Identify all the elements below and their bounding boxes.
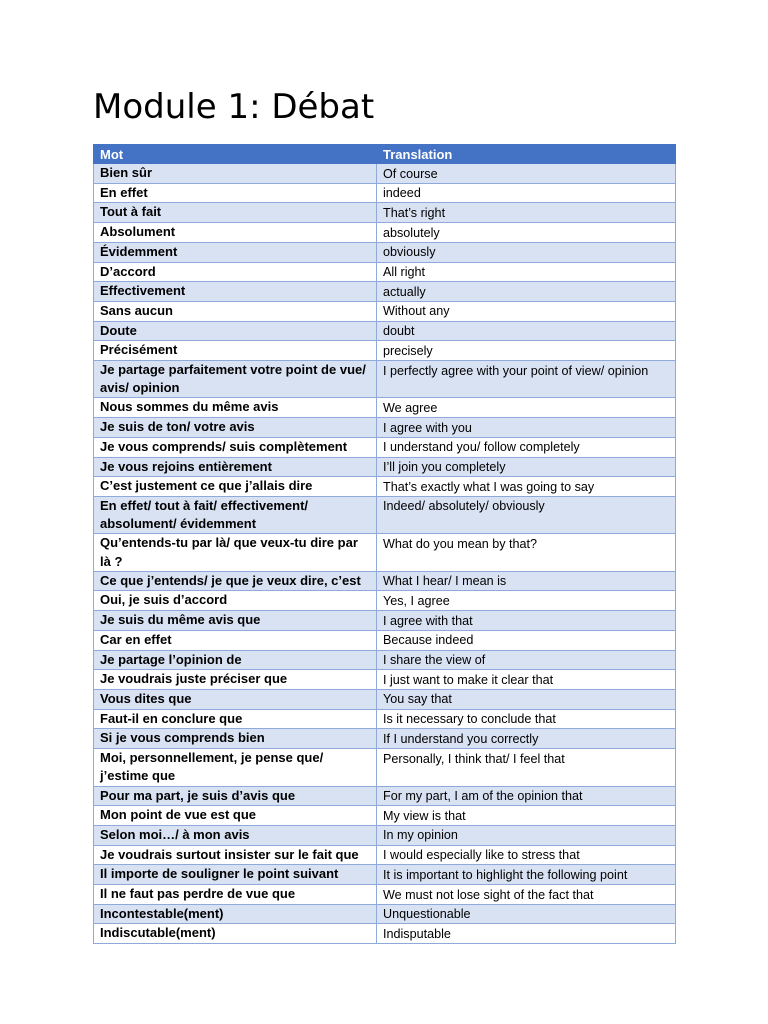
- translation-cell: It is important to highlight the following point: [377, 865, 676, 885]
- table-row: [94, 282, 676, 302]
- french-word-cell: Doute: [94, 321, 377, 341]
- french-word-cell: Je vous rejoins entièrement: [94, 457, 377, 477]
- translation-cell: If I understand you correctly: [377, 729, 676, 749]
- translation-cell: That’s right: [377, 203, 676, 223]
- table-row: [94, 203, 676, 223]
- french-word-cell: Je voudrais juste préciser que: [94, 670, 377, 690]
- table-row: [94, 183, 676, 203]
- french-word-cell: En effet: [94, 183, 377, 203]
- table-row: [94, 164, 676, 184]
- table-row: [94, 806, 676, 826]
- translation-cell: obviously: [377, 242, 676, 262]
- table-row: [94, 749, 676, 786]
- translation-cell: We must not lose sight of the fact that: [377, 885, 676, 905]
- table-row: [94, 689, 676, 709]
- french-word-cell: Je partage l’opinion de: [94, 650, 377, 670]
- table-row: [94, 262, 676, 282]
- table-row: [94, 729, 676, 749]
- table-row: [94, 457, 676, 477]
- translation-cell: My view is that: [377, 806, 676, 826]
- french-word-cell: En effet/ tout à fait/ effectivement/ absolument/ évidemment: [94, 496, 377, 533]
- french-word-cell: Précisément: [94, 341, 377, 361]
- table-row: [94, 534, 676, 571]
- translation-cell: In my opinion: [377, 825, 676, 845]
- french-word-cell: C’est justement ce que j’allais dire: [94, 477, 377, 497]
- translation-cell: I just want to make it clear that: [377, 670, 676, 690]
- french-word-cell: Je vous comprends/ suis complètement: [94, 437, 377, 457]
- french-word-cell: Il importe de souligner le point suivant: [94, 865, 377, 885]
- translation-cell: I share the view of: [377, 650, 676, 670]
- french-word-cell: Évidemment: [94, 242, 377, 262]
- translation-cell: precisely: [377, 341, 676, 361]
- table-row: [94, 904, 676, 924]
- french-word-cell: Effectivement: [94, 282, 377, 302]
- table-row: [94, 242, 676, 262]
- table-row: [94, 321, 676, 341]
- column-header-mot: Mot: [94, 145, 377, 164]
- table-row: [94, 361, 676, 398]
- table-row: [94, 496, 676, 533]
- table-row: [94, 591, 676, 611]
- translation-cell: Is it necessary to conclude that: [377, 709, 676, 729]
- french-word-cell: Il ne faut pas perdre de vue que: [94, 885, 377, 905]
- translation-cell: I agree with you: [377, 418, 676, 438]
- french-word-cell: Mon point de vue est que: [94, 806, 377, 826]
- table-row: [94, 845, 676, 865]
- table-row: [94, 670, 676, 690]
- translation-cell: Indisputable: [377, 924, 676, 944]
- french-word-cell: Faut-il en conclure que: [94, 709, 377, 729]
- table-row: [94, 418, 676, 438]
- french-word-cell: Je suis de ton/ votre avis: [94, 418, 377, 438]
- translation-cell: Personally, I think that/ I feel that: [377, 749, 676, 786]
- translation-cell: I perfectly agree with your point of view/ opinion: [377, 361, 676, 398]
- table-row: [94, 650, 676, 670]
- vocabulary-table: [93, 144, 676, 944]
- table-row: [94, 611, 676, 631]
- table-row: [94, 786, 676, 806]
- translation-cell: Unquestionable: [377, 904, 676, 924]
- french-word-cell: Qu’entends-tu par là/ que veux-tu dire par là ?: [94, 534, 377, 571]
- translation-cell: What do you mean by that?: [377, 534, 676, 571]
- translation-cell: Of course: [377, 164, 676, 184]
- translation-cell: We agree: [377, 398, 676, 418]
- table-row: [94, 630, 676, 650]
- translation-cell: All right: [377, 262, 676, 282]
- french-word-cell: Ce que j’entends/ je que je veux dire, c’est: [94, 571, 377, 591]
- translation-cell: Because indeed: [377, 630, 676, 650]
- french-word-cell: Je voudrais surtout insister sur le fait que: [94, 845, 377, 865]
- french-word-cell: Je partage parfaitement votre point de vue/ avis/ opinion: [94, 361, 377, 398]
- table-row: [94, 885, 676, 905]
- french-word-cell: Pour ma part, je suis d’avis que: [94, 786, 377, 806]
- french-word-cell: Nous sommes du même avis: [94, 398, 377, 418]
- translation-cell: Yes, I agree: [377, 591, 676, 611]
- translation-cell: I would especially like to stress that: [377, 845, 676, 865]
- table-row: [94, 571, 676, 591]
- table-row: [94, 398, 676, 418]
- french-word-cell: Sans aucun: [94, 301, 377, 321]
- table-row: [94, 709, 676, 729]
- page-title: Module 1: Débat: [93, 87, 375, 127]
- translation-cell: What I hear/ I mean is: [377, 571, 676, 591]
- translation-cell: For my part, I am of the opinion that: [377, 786, 676, 806]
- french-word-cell: Si je vous comprends bien: [94, 729, 377, 749]
- french-word-cell: Bien sûr: [94, 164, 377, 184]
- table-row: [94, 924, 676, 944]
- table-row: [94, 477, 676, 497]
- table-row: [94, 865, 676, 885]
- french-word-cell: Car en effet: [94, 630, 377, 650]
- table-row: [94, 825, 676, 845]
- translation-cell: I’ll join you completely: [377, 457, 676, 477]
- table-header: [94, 145, 676, 164]
- french-word-cell: Indiscutable(ment): [94, 924, 377, 944]
- french-word-cell: Oui, je suis d’accord: [94, 591, 377, 611]
- french-word-cell: Je suis du même avis que: [94, 611, 377, 631]
- translation-cell: doubt: [377, 321, 676, 341]
- french-word-cell: Vous dites que: [94, 689, 377, 709]
- french-word-cell: Moi, personnellement, je pense que/ j’estime que: [94, 749, 377, 786]
- translation-cell: indeed: [377, 183, 676, 203]
- translation-cell: That’s exactly what I was going to say: [377, 477, 676, 497]
- table-row: [94, 437, 676, 457]
- table-row: [94, 341, 676, 361]
- translation-cell: You say that: [377, 689, 676, 709]
- table-row: [94, 223, 676, 243]
- translation-cell: actually: [377, 282, 676, 302]
- column-header-translation: Translation: [377, 145, 676, 164]
- french-word-cell: Selon moi…/ à mon avis: [94, 825, 377, 845]
- french-word-cell: Tout à fait: [94, 203, 377, 223]
- translation-cell: Indeed/ absolutely/ obviously: [377, 496, 676, 533]
- table-header-row: [94, 145, 676, 164]
- translation-cell: I understand you/ follow completely: [377, 437, 676, 457]
- french-word-cell: Absolument: [94, 223, 377, 243]
- table-body: [94, 164, 676, 944]
- french-word-cell: D’accord: [94, 262, 377, 282]
- translation-cell: Without any: [377, 301, 676, 321]
- table-row: [94, 301, 676, 321]
- french-word-cell: Incontestable(ment): [94, 904, 377, 924]
- translation-cell: I agree with that: [377, 611, 676, 631]
- translation-cell: absolutely: [377, 223, 676, 243]
